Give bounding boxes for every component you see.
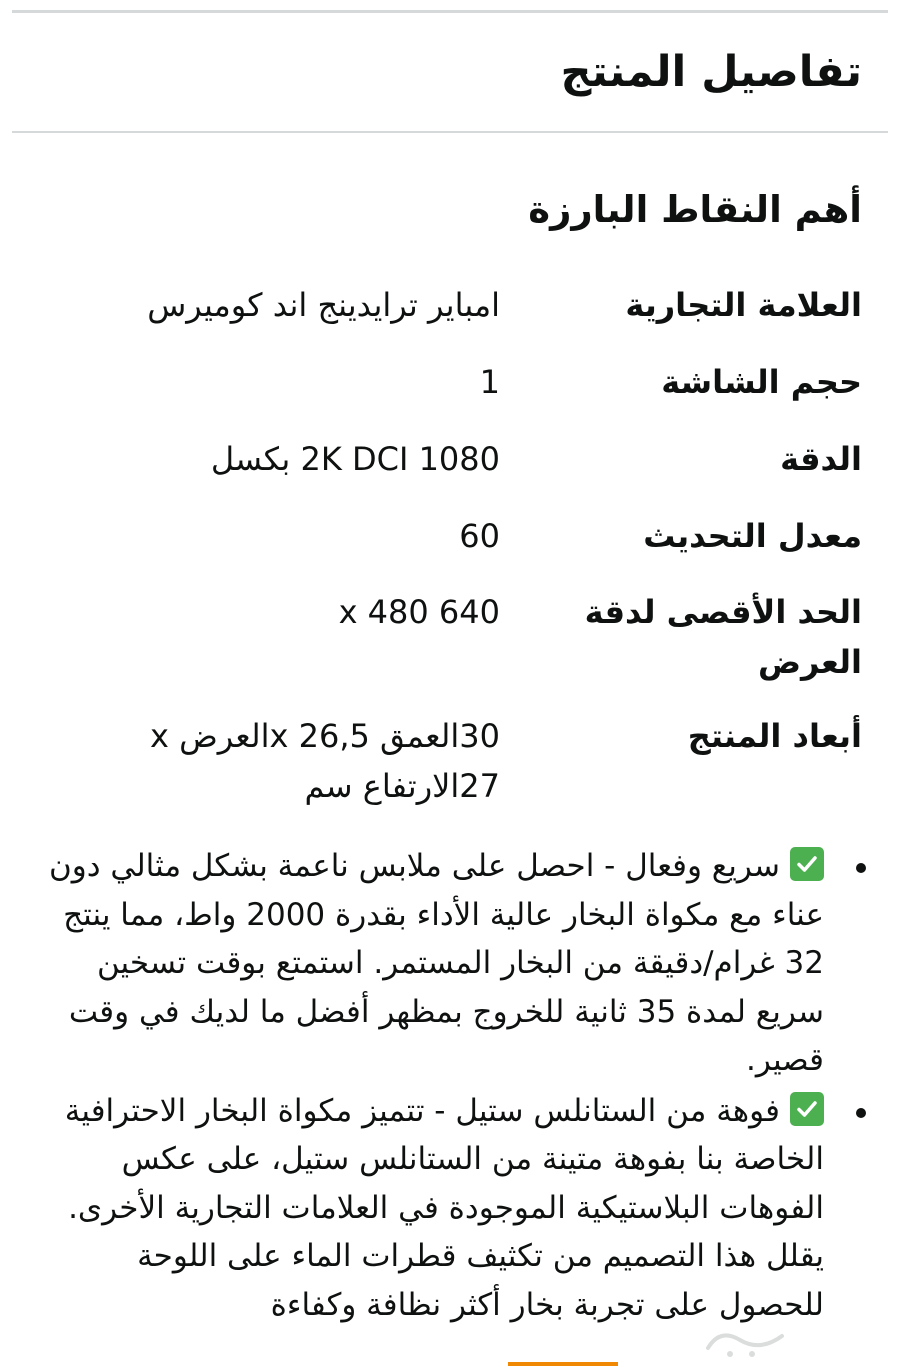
- feature-bullets: [38, 842, 866, 1331]
- spec-value: x 480 640: [338, 593, 500, 631]
- spec-value: 60: [459, 517, 500, 555]
- top-divider: [12, 10, 888, 13]
- list-item: [38, 1087, 866, 1330]
- spec-row-dimensions: [32, 711, 862, 811]
- bullet-text: سريع وفعال - احصل على ملابس ناعمة بشكل مثالي دون عناء مع مكواة البخار عالية الأداء بقدرة 2000 واط، مما ينتج 32 غرام/دقيقة من البخار المستمر. استمتع بوقت تسخين سريع لمدة 35 ثانية للخروج بمظهر أفضل ما لديك في وقت قصير.: [49, 848, 824, 1078]
- section-divider: [12, 131, 888, 133]
- spec-label: حجم الشاشة: [661, 363, 862, 401]
- spec-row-screen-size: [32, 357, 862, 434]
- bullet-text: فوهة من الستانلس ستيل - تتميز مكواة البخار الاحترافية الخاصة بنا بفوهة متينة من الستانلس ستيل، على عكس الفوهات البلاستيكية الموجودة في العلامات التجارية الأخرى. يقلل هذا التصميم من تكثيف قطرات الماء على اللوحة للحصول على تجربة بخار أكثر نظافة وكفاءة: [64, 1092, 824, 1323]
- bullet-dot-icon: [856, 1108, 866, 1118]
- spec-label: العلامة التجارية: [625, 286, 862, 324]
- bullet-dot-icon: [856, 863, 866, 873]
- spec-value: 1: [479, 363, 500, 401]
- spec-label: الدقة: [780, 440, 862, 478]
- check-mark-icon: [790, 847, 824, 881]
- spec-label: أبعاد المنتج: [687, 717, 862, 755]
- spec-value: 30العمق x 26,5العرض x 27الارتفاع سم: [149, 717, 500, 805]
- spec-row-max-display-resolution: [32, 587, 862, 711]
- spec-label: معدل التحديث: [643, 517, 862, 555]
- check-mark-icon: [790, 1092, 824, 1126]
- spec-row-brand: [32, 280, 862, 357]
- highlights-title: أهم النقاط البارزة: [528, 188, 862, 231]
- spec-label: الحد الأقصى لدقة العرض: [584, 593, 862, 681]
- specs-table: [32, 280, 862, 811]
- spec-value: 2K DCI 1080 بكسل: [210, 440, 500, 478]
- bottom-accent-bar: [508, 1362, 618, 1366]
- spec-row-refresh-rate: [32, 511, 862, 587]
- spec-row-resolution: [32, 434, 862, 511]
- section-title: تفاصيل المنتج: [560, 47, 862, 97]
- spec-value: امباير ترايدينج اند كوميرس: [147, 286, 500, 324]
- watermark-logo-icon: [700, 1318, 790, 1362]
- list-item: [38, 842, 866, 1085]
